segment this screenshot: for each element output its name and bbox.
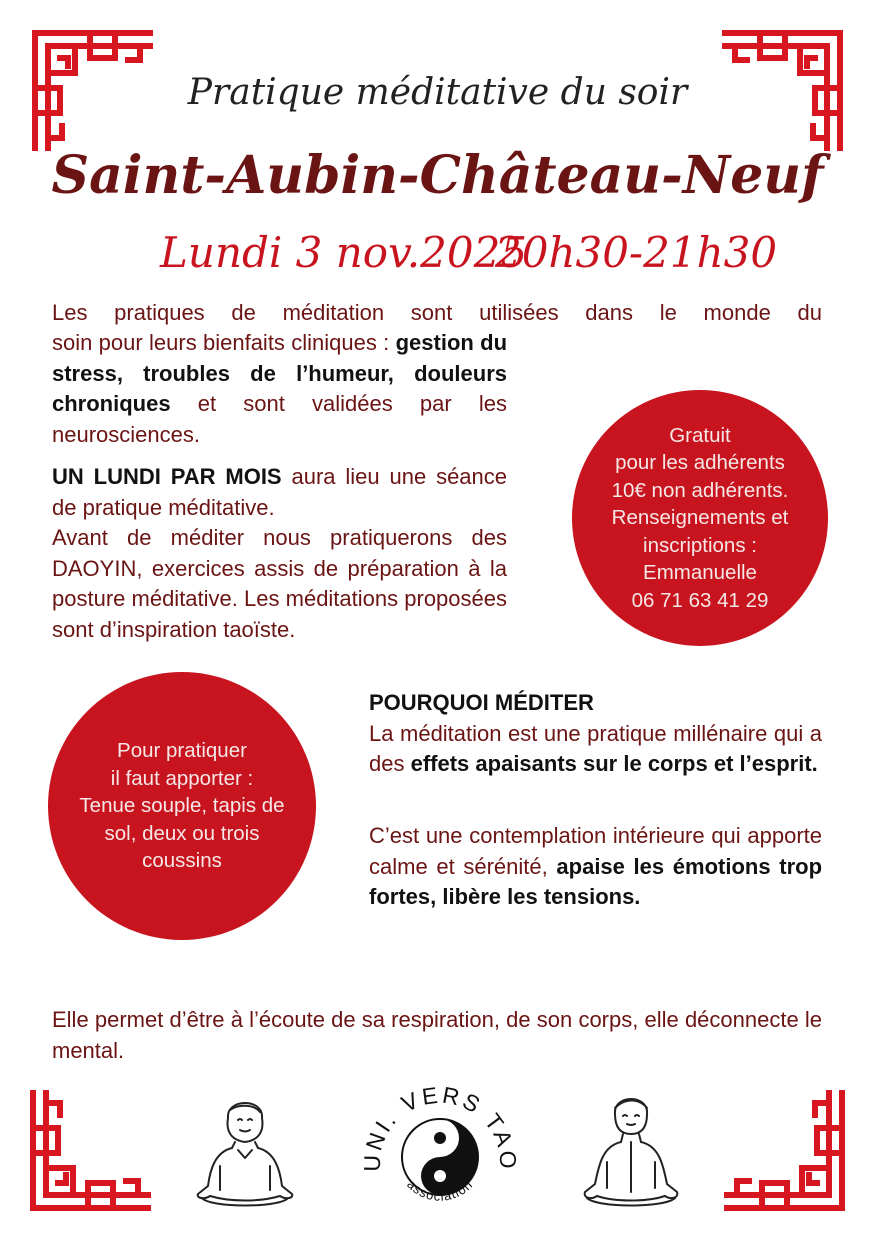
why-text-1: La méditation est une pratique millénaire qui a des (369, 720, 822, 776)
intro-text-b: et sont validées par les neurosciences. (52, 391, 507, 447)
bring-line: il faut apporter : (110, 766, 254, 790)
info-phone: 06 71 63 41 29 (631, 588, 769, 612)
bring-line: Tenue souple, tapis de (79, 794, 285, 818)
logo-name: UNI. VERS TAO (358, 1081, 522, 1172)
event-date: Lundi 3 nov.2025 (160, 228, 528, 277)
info-line: pour les adhérents (615, 451, 785, 475)
why-text-2: C’est une contemplation intérieure qui apporte calme et sérénité, (369, 823, 822, 879)
monthly-paragraph (52, 462, 507, 645)
intro-text-a: soin pour leurs bienfaits cliniques : (52, 330, 390, 355)
bring-line: Pour pratiquer (117, 739, 247, 763)
bring-line: sol, deux ou trois (104, 821, 260, 845)
why-section (369, 688, 822, 780)
why-heading: POURQUOI MÉDITER (369, 690, 594, 715)
info-line: Gratuit (669, 423, 731, 447)
bring-line: coussins (142, 849, 222, 873)
monthly-bold: UN LUNDI PAR MOIS (52, 464, 282, 489)
info-line: Emmanuelle (643, 561, 757, 585)
pricing-info-circle (572, 390, 828, 646)
equipment-circle (48, 672, 316, 940)
meditating-man-icon (575, 1088, 687, 1210)
logo-sub: association (404, 1176, 476, 1204)
corner-ornament-bottom-right (722, 1088, 847, 1213)
why-bold-1: effets apaisants sur le corps et l’esprit. (410, 751, 818, 776)
intro-line-1: Les pratiques de méditation sont utilisées dans le monde du (52, 300, 822, 325)
intro-bold-conditions: gestion du stress, troubles de l’humeur, douleurs chroniques (52, 330, 508, 416)
intro-paragraph (52, 328, 507, 450)
info-line: inscriptions : (643, 533, 757, 557)
info-line: Renseignements et (611, 506, 789, 530)
page-title: Saint-Aubin-Château-Neuf (51, 145, 824, 206)
corner-ornament-bottom-left (28, 1088, 153, 1213)
why-bold-2: apaise les émotions trop fortes, libère les tensions. (369, 853, 823, 909)
closing-paragraph: Elle permet d’être à l’écoute de sa respiration, de son corps, elle déconnecte le mental. (52, 1007, 822, 1063)
meditating-woman-icon (190, 1090, 300, 1210)
subtitle: Pratique méditative du soir (187, 72, 688, 113)
monthly-text-1: aura lieu une séance de pratique méditative. (52, 464, 508, 520)
info-line: 10€ non adhérents. (611, 478, 789, 502)
event-time: 20h30-21h30 (495, 228, 778, 277)
why-section-2 (369, 821, 822, 913)
monthly-text-2: Avant de méditer nous pratiquerons des DAOYIN, exercices assis de préparation à la posture méditative. Les méditations proposées sont d’inspiration taoïste. (52, 525, 507, 642)
universtao-logo (355, 1065, 525, 1215)
